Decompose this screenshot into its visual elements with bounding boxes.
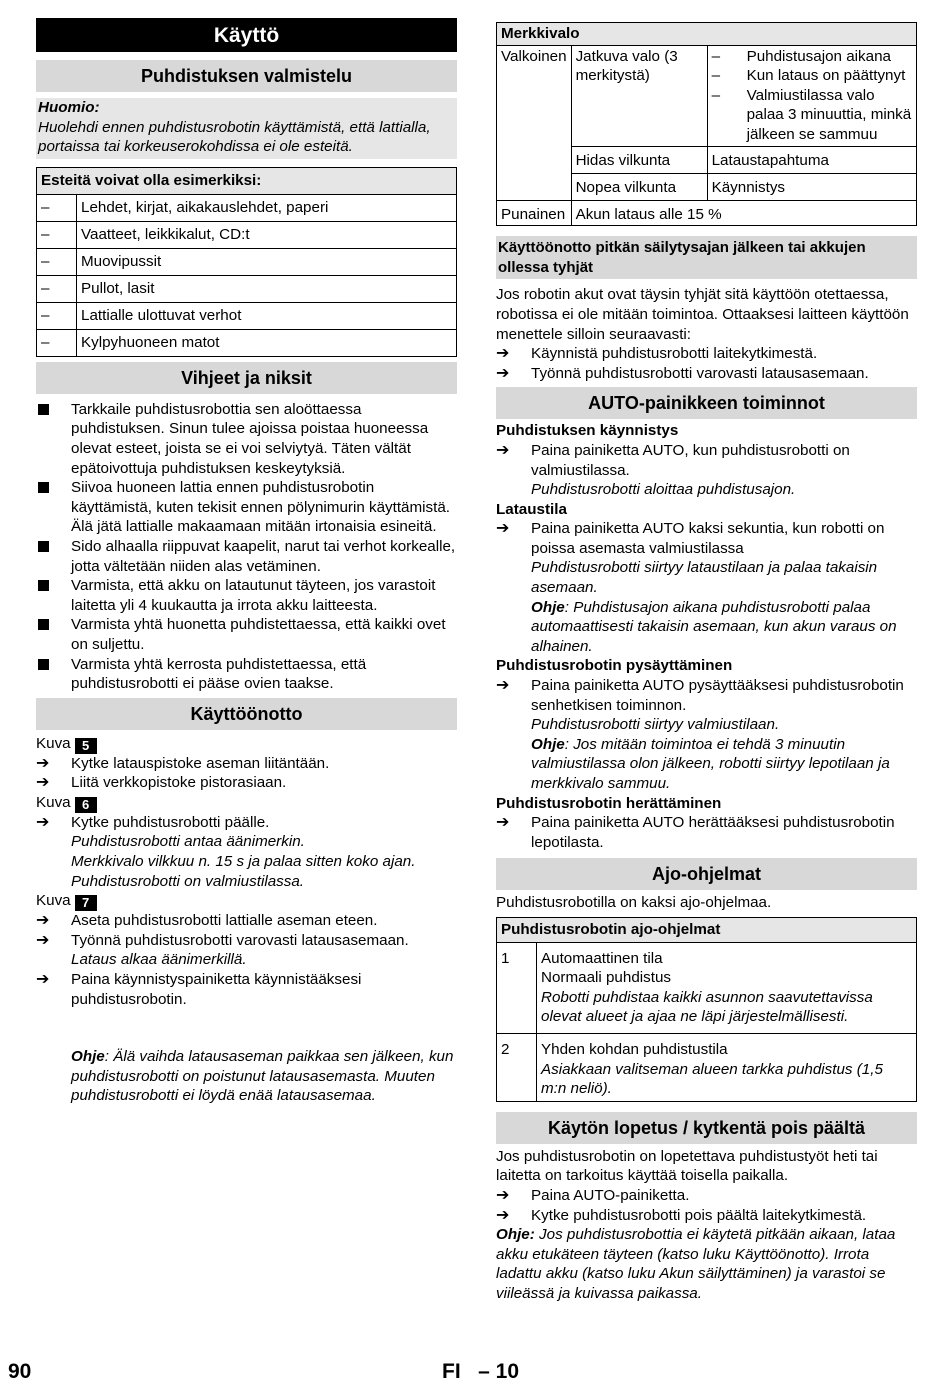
list-item-text: Sido alhaalla riippuvat kaapelit, narut tai verhot korkealle, jotta vältetään niiden alas vetäminen. (71, 537, 456, 575)
step (496, 364, 917, 384)
paragraph: Jos robotin akut ovat täysin tyhjät sitä käyttöön otettaessa, robotissa ei ole mitään toimintoa. Ottaaksesi laitteen käyttöön menettele silloin seuraavasti: (496, 286, 909, 343)
table-row (497, 45, 917, 146)
step (496, 441, 917, 480)
indicator-table (496, 22, 917, 226)
figure-number: 5 (75, 738, 97, 754)
indicator-table-header: Merkkivalo (497, 23, 917, 46)
list-item-text: Siivoa huoneen lattia ennen puhdistusrobotin käyttämistä, kuten tekisit ennen pölynimurin käyttämistä. Älä jätä lattialle makaamaan mitään irtonaisia esineitä. (71, 479, 451, 536)
subheading: Puhdistuksen käynnistys (496, 422, 679, 440)
step-text: Kytke latauspistoke aseman liitäntään. (71, 754, 330, 772)
subheading: Puhdistusrobotin pysäyttäminen (496, 657, 733, 675)
figure-number: 6 (75, 797, 97, 813)
section-heading-auto: AUTO-painikkeen toiminnot (496, 387, 917, 419)
arrow-icon: ➔ (36, 813, 50, 831)
result-text: Puhdistusrobotti antaa äänimerkin. (71, 833, 305, 851)
list-item (36, 655, 457, 694)
dash: – (37, 302, 77, 329)
meaning-cell: Käynnistys (707, 173, 916, 200)
color-label: Punainen (497, 200, 572, 226)
step-text: Kytke puhdistusrobotti pois päältä laitekytkimestä. (531, 1206, 867, 1224)
paragraph: Jos puhdistusrobotin on lopetettava puhdistustyöt heti tai laitetta on tarkoitus käyttää toisella paikalla. (496, 1147, 878, 1185)
dash: – (711, 47, 721, 65)
note-label: Ohje: (496, 1226, 535, 1244)
note-body: Jos puhdistusrobottia ei käytetä pitkään aikaan, lataa akku etukäteen täyteen (katso luku Käyttöönotto). Irrota ladattu akku (katso luku Akun säilyttäminen) ja varastoi se viileässä ja kuivassa paikassa. (496, 1226, 896, 1302)
program-description (537, 1033, 917, 1101)
table-row (497, 942, 917, 1033)
step (496, 813, 917, 852)
figure-label: Kuva (36, 793, 71, 811)
page-title: Käyttö (36, 18, 457, 52)
arrow-icon: ➔ (36, 931, 50, 949)
step-text: Paina painiketta AUTO herättääksesi puhdistusrobotin lepotilasta. (531, 814, 895, 851)
obstacles-header: Esteitä voivat olla esimerkiksi: (37, 167, 457, 194)
step (36, 931, 457, 951)
right-column (496, 22, 917, 1303)
color-label: Valkoinen (497, 45, 572, 200)
note-body: : Jos mitään toimintoa ei tehdä 3 minuutin valmiustilassa olon jälkeen, robotti siirtyy lepotilaan ja merkkivalo sammuu. (531, 735, 890, 792)
subheading: Lataustila (496, 500, 567, 518)
table-cell: Lehdet, kirjat, aikakauslehdet, paperi (77, 194, 457, 221)
arrow-icon: ➔ (496, 814, 510, 832)
program-mode: Normaali puhdistus (541, 969, 671, 987)
arrow-icon: ➔ (496, 364, 510, 382)
figure-label: Kuva (36, 734, 71, 752)
bullet-icon (38, 619, 49, 630)
note-text (496, 735, 917, 794)
result-text: Lataus alkaa äänimerkillä. (71, 951, 247, 969)
note-text: Huolehdi ennen puhdistusrobotin käyttämistä, että lattialla, portaissa tai korkeuserokohdissa ei ole esteitä. (38, 118, 431, 156)
program-number: 1 (497, 942, 537, 1033)
figure-ref-7 (36, 891, 457, 911)
section-heading-storage: Käyttöönotto pitkän säilytysajan jälkeen tai akkujen ollessa tyhjät (496, 236, 917, 279)
bullet-icon (38, 541, 49, 552)
dash: – (711, 86, 721, 104)
step (496, 519, 917, 558)
step (496, 344, 917, 364)
step (36, 754, 457, 774)
meaning-cell (707, 45, 916, 146)
table-row (497, 200, 917, 226)
table-row (37, 275, 457, 302)
list-item (36, 576, 457, 615)
obstacles-table (36, 167, 457, 357)
result-text: Puhdistusrobotti on valmiustilassa. (71, 872, 304, 890)
list-item (36, 615, 457, 654)
arrow-icon: ➔ (496, 677, 510, 695)
step (36, 911, 457, 931)
arrow-icon: ➔ (36, 971, 50, 989)
list-item-text: Varmista yhtä kerrosta puhdistettaessa, että puhdistusrobotti ei pääse ovien taakse. (71, 655, 367, 693)
table-row (37, 248, 457, 275)
figure-ref-5 (36, 734, 457, 754)
list-item-text: Varmista, että akku on latautunut täyteen, jos varastoit laitetta yli 4 kuukautta ja irrota akku laitteesta. (71, 577, 436, 614)
page-number: 90 (8, 1360, 32, 1383)
table-cell: Vaatteet, leikkikalut, CD:t (77, 221, 457, 248)
table-row (497, 1033, 917, 1101)
dash: – (37, 221, 77, 248)
list-item (712, 66, 912, 86)
step-text: Paina painiketta AUTO pysäyttääksesi puhdistusrobotin senhetkisen toiminnon. (531, 677, 904, 714)
dash: – (37, 194, 77, 221)
language-page-label: FI – 10 (442, 1360, 520, 1383)
list-item-text: Valmiustilassa valo palaa 3 minuuttia, minkä jälkeen se sammuu (746, 86, 912, 143)
list-item (712, 47, 912, 67)
step-text: Paina painiketta AUTO kaksi sekuntia, kun robotti on poissa asemasta valmiustilassa (531, 520, 885, 557)
program-name: Automaattinen tila (541, 949, 663, 967)
bullet-icon (38, 580, 49, 591)
list-item (36, 537, 457, 576)
dash: – (37, 248, 77, 275)
programs-table-header: Puhdistusrobotin ajo-ohjelmat (497, 917, 917, 942)
arrow-icon: ➔ (496, 441, 510, 459)
program-name: Yhden kohdan puhdistustila (541, 1040, 728, 1058)
step-text: Työnnä puhdistusrobotti varovasti latausasemaan. (71, 931, 409, 949)
list-item-text: Varmista yhtä huonetta puhdistettaessa, että kaikki ovet on suljettu. (71, 616, 446, 653)
note-label: Ohje (71, 1048, 105, 1066)
section-heading-startup: Käyttöönotto (36, 698, 457, 730)
section-heading-tips: Vihjeet ja niksit (36, 362, 457, 394)
step (36, 970, 457, 1009)
note-heading: Huomio: (38, 99, 100, 116)
note-body: : Puhdistusajon aikana puhdistusrobotti palaa automaattisesti takaisin asemaan, kun akun varaus on alhainen. (531, 598, 897, 655)
program-detail: Asiakkaan valitseman alueen tarkka puhdistus (1,5 m:n neliö). (541, 1060, 883, 1098)
step-text: Paina käynnistyspainiketta käynnistääksesi puhdistusrobotin. (71, 971, 362, 1008)
arrow-icon: ➔ (36, 754, 50, 772)
bullet-icon (38, 482, 49, 493)
step-text: Liitä verkkopistoke pistorasiaan. (71, 774, 287, 792)
table-cell: Muovipussit (77, 248, 457, 275)
step-text: Paina painiketta AUTO, kun puhdistusrobotti on valmiustilassa. (531, 441, 850, 479)
meaning-cell: Akun lataus alle 15 % (571, 200, 916, 226)
step-text: Kytke puhdistusrobotti päälle. (71, 813, 270, 831)
step (496, 1206, 917, 1226)
figure-ref-6 (36, 793, 457, 813)
bullet-icon (38, 659, 49, 670)
step-text: Paina AUTO-painiketta. (531, 1186, 690, 1204)
meaning-cell: Lataustapahtuma (707, 146, 916, 173)
list-item (36, 478, 457, 537)
table-cell: Kylpyhuoneen matot (77, 329, 457, 356)
table-cell: Lattialle ulottuvat verhot (77, 302, 457, 329)
program-description (537, 942, 917, 1033)
note-label: Ohje (531, 598, 565, 616)
bullet-icon (38, 404, 49, 415)
list-item-text: Kun lataus on päättynyt (746, 67, 906, 85)
table-row (37, 329, 457, 356)
note-body: : Älä vaihda latausaseman paikkaa sen jälkeen, kun puhdistusrobotti on poistunut latausasemasta. Muuten puhdistusrobotti ei löydä enää latausasemaa. (71, 1048, 454, 1105)
step (36, 773, 457, 793)
programs-table (496, 917, 917, 1102)
dash: – (711, 67, 721, 85)
arrow-icon: ➔ (36, 912, 50, 930)
state-cell: Hidas vilkunta (571, 146, 707, 173)
step-text: Käynnistä puhdistusrobotti laitekytkimestä. (531, 345, 818, 363)
note-text (496, 1225, 917, 1303)
result-text: Puhdistusrobotti siirtyy valmiustilaan. (531, 716, 780, 734)
dash: – (37, 275, 77, 302)
step (496, 1186, 917, 1206)
left-column (36, 18, 457, 1106)
list-item (36, 400, 457, 478)
tips-list (36, 400, 457, 694)
figure-label: Kuva (36, 892, 71, 910)
list-item-text: Tarkkaile puhdistusrobottia sen aloöttaessa puhdistuksen. Sinun tulee ajoissa poistaa huoneessa olevat esteet, joista se ei voi selviytyä. Täten vältät epätoivottuja puhdistuksen keskeytyksiä. (71, 400, 429, 477)
step (36, 813, 457, 833)
state-cell: Nopea vilkunta (571, 173, 707, 200)
arrow-icon: ➔ (496, 1186, 510, 1204)
dash: – (37, 329, 77, 356)
program-number: 2 (497, 1033, 537, 1101)
step-text: Työnnä puhdistusrobotti varovasti latausasemaan. (531, 364, 869, 382)
step-text: Aseta puhdistusrobotti lattialle aseman eteen. (71, 912, 378, 930)
paragraph: Puhdistusrobotilla on kaksi ajo-ohjelmaa. (496, 894, 772, 912)
table-row (37, 221, 457, 248)
result-text: Puhdistusrobotti aloittaa puhdistusajon. (531, 481, 796, 499)
state-cell: Jatkuva valo (3 merkitystä) (571, 45, 707, 146)
step (496, 676, 917, 715)
list-item-text: Puhdistusajon aikana (746, 47, 891, 65)
program-detail: Robotti puhdistaa kaikki asunnon saavutettavissa olevat alueet ja ajaa ne läpi järjestelmällisesti. (541, 988, 873, 1026)
table-row (37, 302, 457, 329)
note-label: Ohje (531, 735, 565, 753)
table-row (37, 194, 457, 221)
result-text: Puhdistusrobotti siirtyy lataustilaan ja palaa takaisin asemaan. (531, 559, 878, 597)
section-heading-prep: Puhdistuksen valmistelu (36, 60, 457, 92)
section-heading-programs: Ajo-ohjelmat (496, 858, 917, 890)
note-text (36, 1047, 457, 1106)
note-box (36, 98, 457, 159)
result-text: Merkkivalo vilkkuu n. 15 s ja palaa sitten koko ajan. (71, 853, 416, 871)
section-heading-end: Käytön lopetus / kytkentä pois päältä (496, 1112, 917, 1144)
subheading: Puhdistusrobotin herättäminen (496, 794, 722, 812)
arrow-icon: ➔ (496, 345, 510, 363)
table-cell: Pullot, lasit (77, 275, 457, 302)
note-text (496, 598, 917, 657)
arrow-icon: ➔ (496, 1206, 510, 1224)
figure-number: 7 (75, 895, 97, 911)
list-item (712, 86, 912, 145)
arrow-icon: ➔ (496, 520, 510, 538)
arrow-icon: ➔ (36, 774, 50, 792)
